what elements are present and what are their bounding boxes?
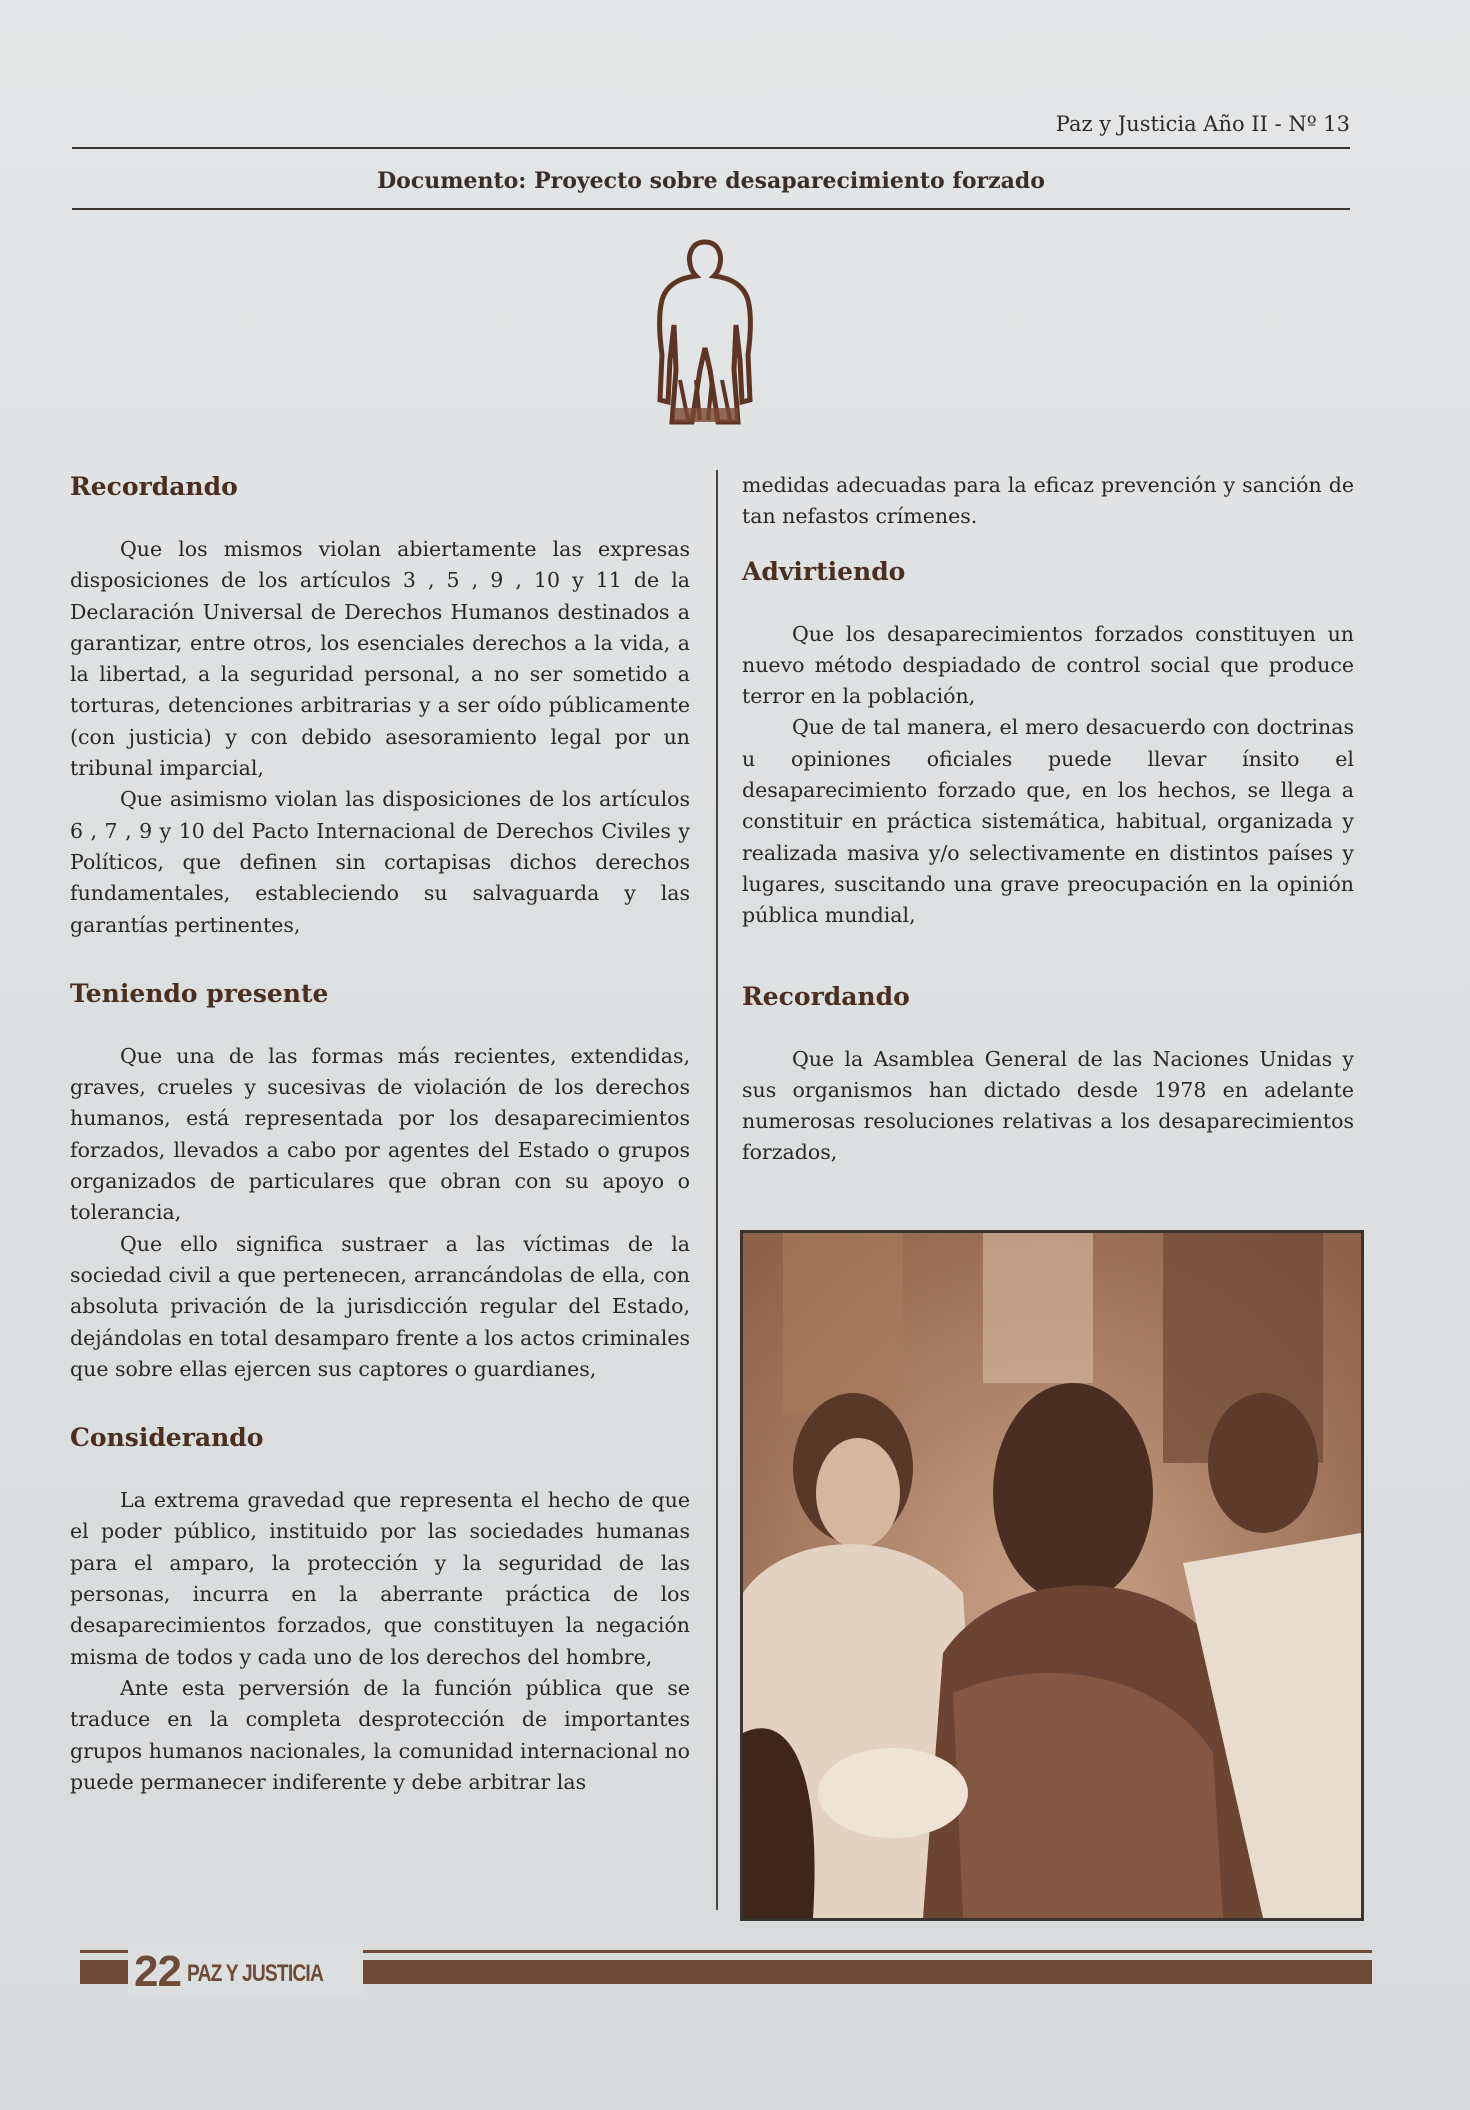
left-column bbox=[70, 470, 690, 1798]
section-heading-teniendo-presente: Teniendo presente bbox=[70, 978, 329, 1008]
silhouette-figure-icon bbox=[630, 230, 780, 430]
paragraph: Que la Asamblea General de las Naciones Unidas y sus organismos han dictado desde 1978 en adelante numerosas resoluciones relativas a los desaparecimientos forzados, bbox=[742, 1046, 1354, 1165]
paragraph: Que los mismos violan abiertamente las expresas disposiciones de los artículos 3 , 5 , 9 , 10 y 11 de la Declaración Universal de Derechos Humanos destinados a garantizar, entre otros, los esenciales derechos a la vida, a la libertad, a la seguridad personal, a no ser sometido a torturas, detenciones arbitrarias y a ser oído públicamente (con justicia) y con debido asesoramiento legal por un tribunal imparcial, bbox=[70, 537, 690, 781]
page-number: 22 bbox=[134, 1947, 181, 1996]
column-divider bbox=[716, 470, 718, 1910]
issue-label: Paz y Justicia Año II - Nº 13 bbox=[1055, 112, 1350, 136]
footer-label bbox=[128, 1944, 363, 1994]
paragraph: Que asimismo violan las disposiciones de los artículos 6 , 7 , 9 y 10 del Pacto Internacional de Derechos Civiles y Políticos, que definen sin cortapisas dichos derechos fundamentales, estableciendo su salvaguarda y las garantías pertinentes, bbox=[70, 787, 690, 937]
header-rule-bottom bbox=[72, 208, 1350, 210]
paragraph: Que ello significa sustraer a las víctimas de la sociedad civil a que pertenecen, arrancándolas de ella, con absoluta privación de la jurisdicción regular del Estado, dejándolas en total desamparo frente a los actos criminales que sobre ellas ejercen sus captores o guardianes, bbox=[70, 1231, 690, 1381]
paragraph: Que de tal manera, el mero desacuerdo con doctrinas u opiniones oficiales puede llevar ínsito el desaparecimiento forzado que, en los hechos, se llega a constituir en práctica sistemática, habitual, organizada y realizada masiva y/o selectivamente en distintos países y lugares, suscitando una grave preocupación en la opinión pública mundial, bbox=[742, 715, 1354, 928]
protest-photo bbox=[740, 1230, 1364, 1921]
photo-illustration bbox=[743, 1233, 1361, 1918]
publication-name: PAZ Y JUSTICIA bbox=[186, 1960, 323, 1987]
section-heading-recordando: Recordando bbox=[70, 472, 238, 501]
section-heading-advirtiendo: Advirtiendo bbox=[742, 556, 906, 586]
right-column bbox=[742, 470, 1354, 1169]
paragraph: Que los desaparecimientos forzados constituyen un nuevo método despiadado de control social que produce terror en la población, bbox=[742, 621, 1354, 709]
paragraph: Que una de las formas más recientes, extendidas, graves, crueles y sucesivas de violación de los derechos humanos, está representada por los desaparecimientos forzados, llevados a cabo por agentes del Estado o grupos organizados de particulares que obran con su apoyo o tolerancia, bbox=[70, 1043, 690, 1225]
header-rule-top bbox=[72, 147, 1350, 149]
section-heading-considerando: Considerando bbox=[70, 1423, 264, 1453]
section-heading-recordando-2: Recordando bbox=[742, 981, 910, 1011]
document-title: Documento: Proyecto sobre desaparecimiento forzado bbox=[377, 168, 1045, 194]
paragraph: La extrema gravedad que representa el hecho de que el poder público, instituido por las sociedades humanas para el amparo, la protección y la seguridad de las personas, incurra en la aberrante práctica de los desaparecimientos forzados, que constituyen la negación misma de todos y cada uno de los derechos del hombre, bbox=[70, 1488, 690, 1669]
paragraph: Ante esta perversión de la función pública que se traduce en la completa desprotección de importantes grupos humanos nacionales, la comunidad internacional no puede permanecer indiferente y debe arbitrar las bbox=[70, 1675, 690, 1794]
paragraph: medidas adecuadas para la eficaz prevención y sanción de tan nefastos crímenes. bbox=[742, 473, 1354, 529]
